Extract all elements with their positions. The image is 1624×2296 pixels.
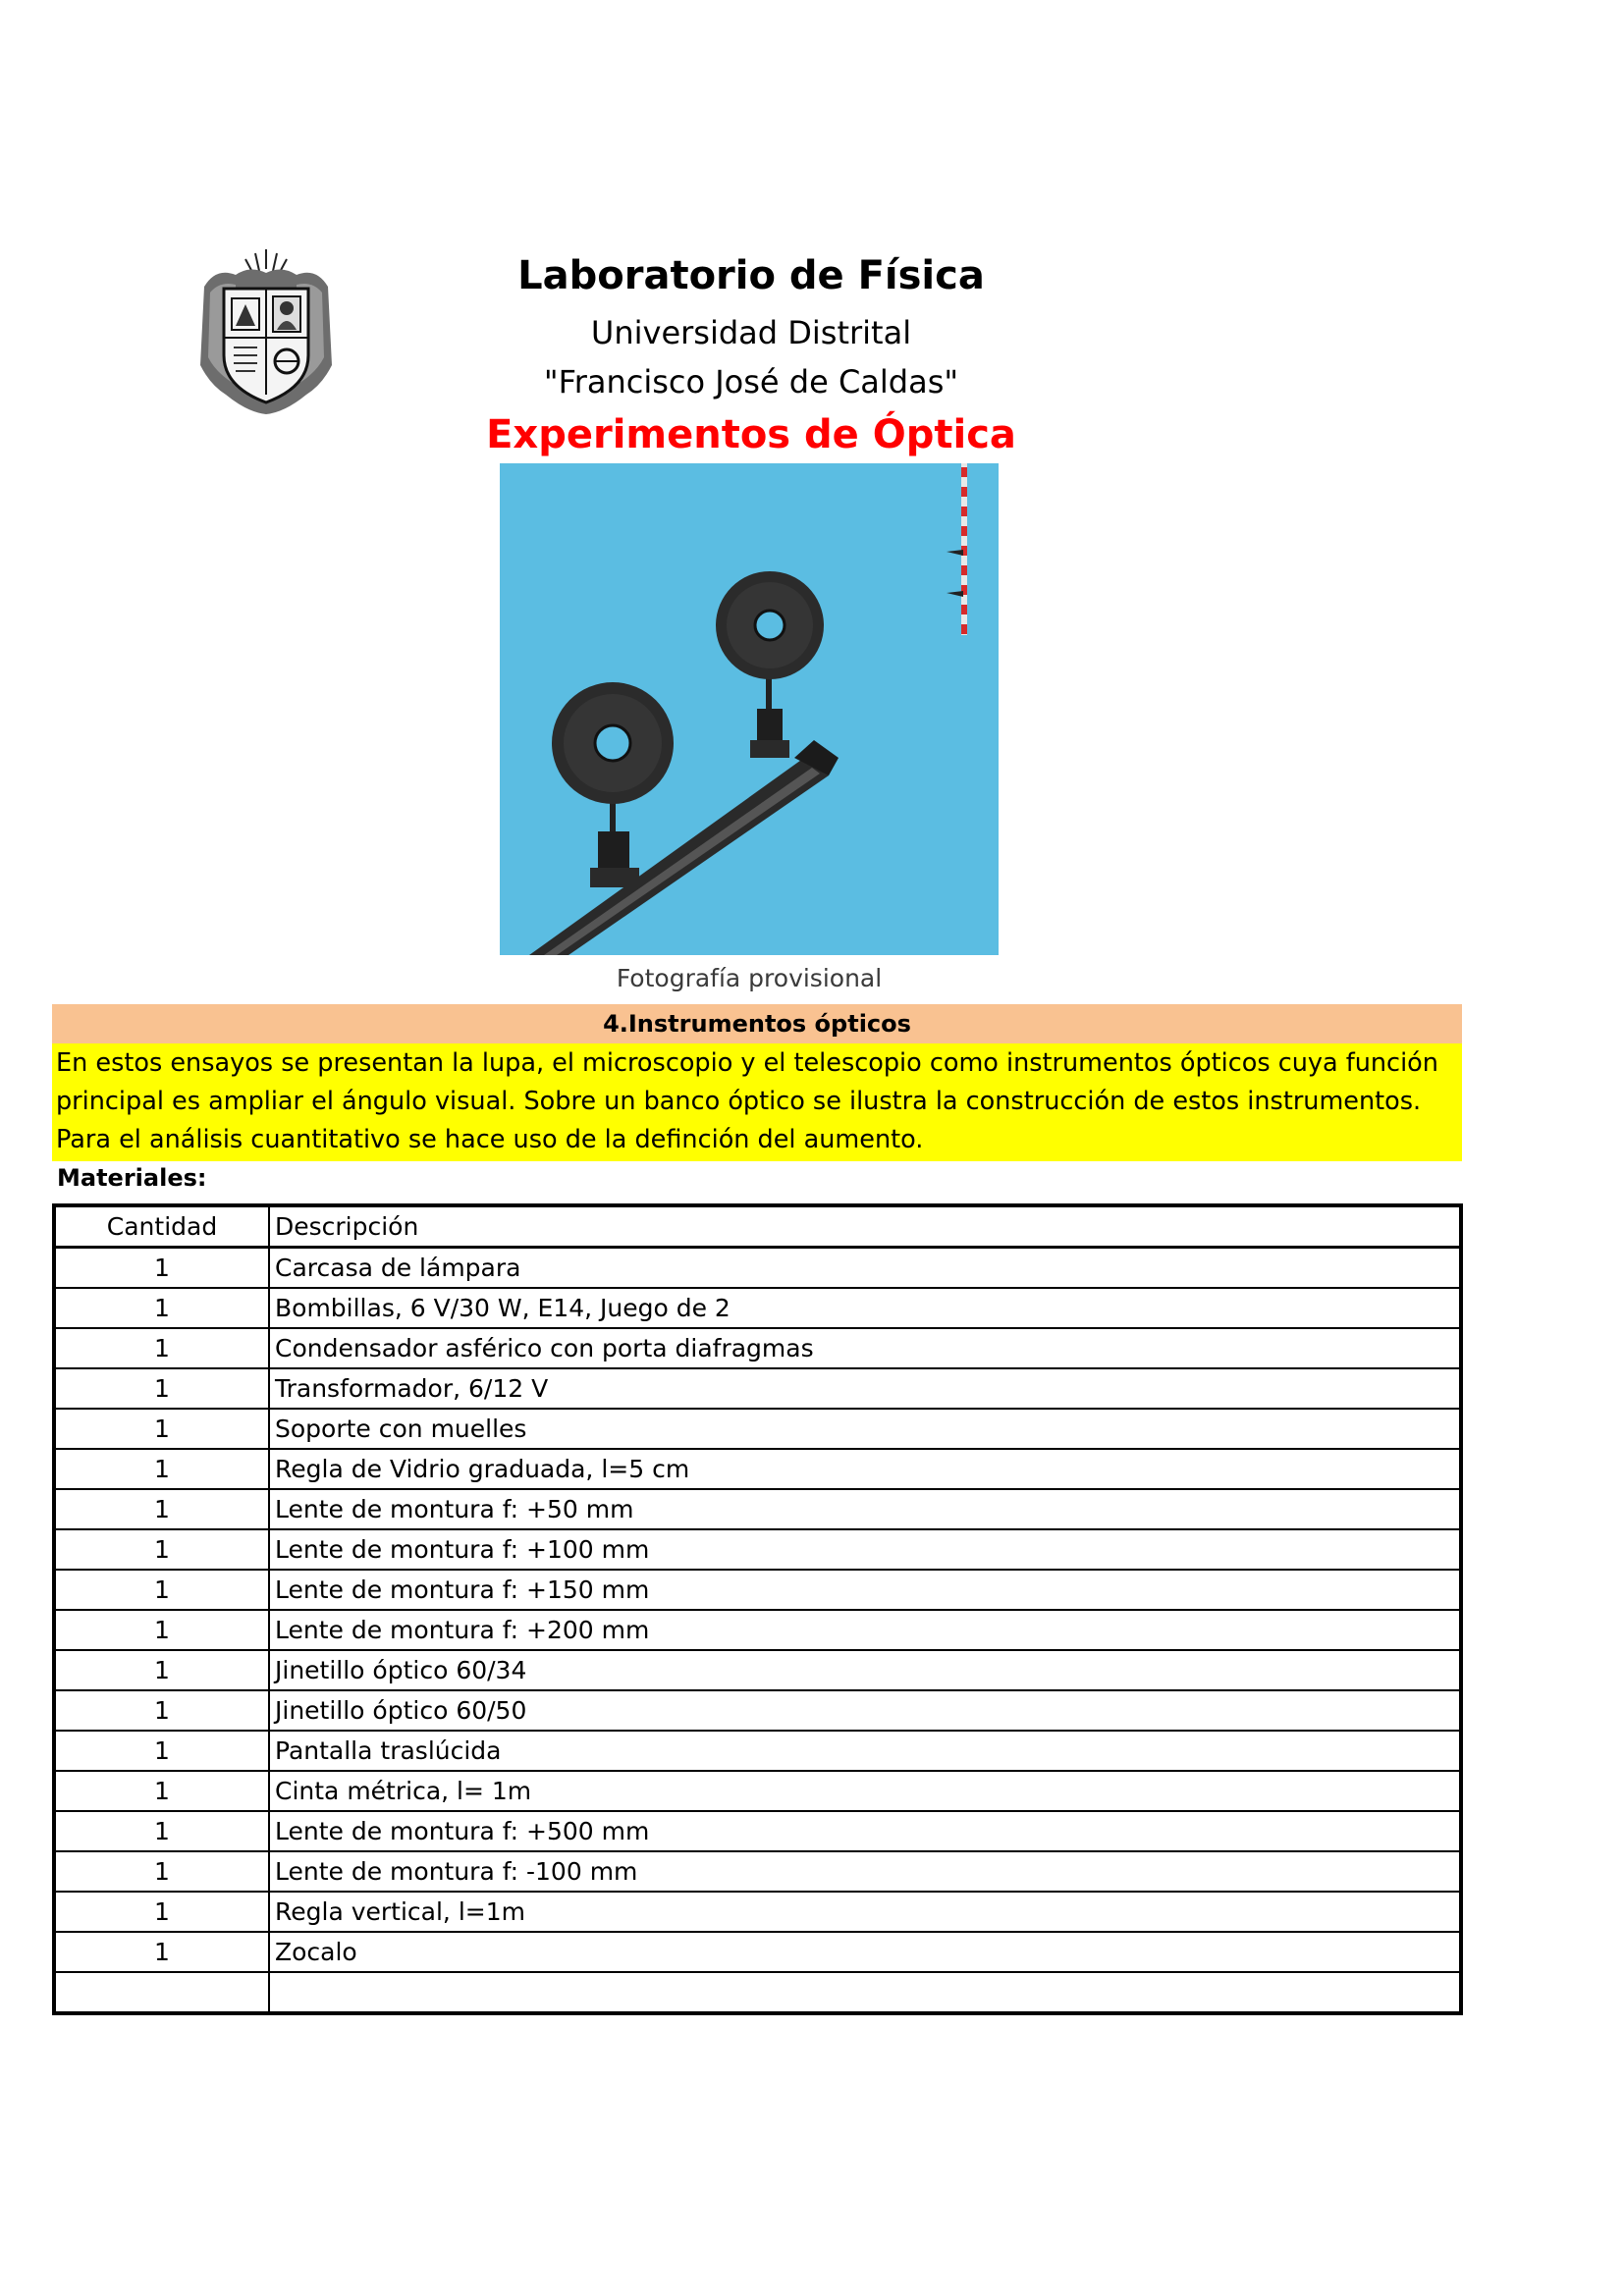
table-row bbox=[54, 1690, 1461, 1731]
description-cell: Soporte con muelles bbox=[269, 1409, 1461, 1449]
table-row bbox=[54, 1328, 1461, 1368]
description-cell bbox=[269, 1972, 1461, 2013]
description-cell: Pantalla traslúcida bbox=[269, 1731, 1461, 1771]
table-row bbox=[54, 1851, 1461, 1892]
table-row bbox=[54, 1489, 1461, 1529]
description-cell: Regla de Vidrio graduada, l=5 cm bbox=[269, 1449, 1461, 1489]
description-cell: Jinetillo óptico 60/50 bbox=[269, 1690, 1461, 1731]
description-cell: Cinta métrica, l= 1m bbox=[269, 1771, 1461, 1811]
quantity-cell: 1 bbox=[54, 1570, 269, 1610]
quantity-cell: 1 bbox=[54, 1731, 269, 1771]
table-row bbox=[54, 1570, 1461, 1610]
quantity-cell: 1 bbox=[54, 1328, 269, 1368]
photo-caption: Fotografía provisional bbox=[616, 964, 883, 992]
page-title: Laboratorio de Física bbox=[517, 253, 985, 298]
description-cell: Lente de montura f: -100 mm bbox=[269, 1851, 1461, 1892]
quantity-cell: 1 bbox=[54, 1288, 269, 1328]
quantity-cell: 1 bbox=[54, 1851, 269, 1892]
table-header-row bbox=[54, 1205, 1461, 1248]
university-full-name: "Francisco José de Caldas" bbox=[543, 363, 959, 400]
university-coat-of-arms-icon bbox=[196, 247, 336, 416]
quantity-cell: 1 bbox=[54, 1368, 269, 1409]
section-title: 4.Instrumentos ópticos bbox=[52, 1004, 1462, 1043]
quantity-cell: 1 bbox=[54, 1690, 269, 1731]
optical-bench-photo bbox=[500, 463, 999, 955]
description-cell: Jinetillo óptico 60/34 bbox=[269, 1650, 1461, 1690]
description-cell: Zocalo bbox=[269, 1932, 1461, 1972]
description-cell: Carcasa de lámpara bbox=[269, 1248, 1461, 1289]
table-row bbox=[54, 1288, 1461, 1328]
table-row bbox=[54, 1529, 1461, 1570]
quantity-cell: 1 bbox=[54, 1449, 269, 1489]
quantity-cell: 1 bbox=[54, 1610, 269, 1650]
quantity-cell: 1 bbox=[54, 1248, 269, 1289]
section-description: En estos ensayos se presentan la lupa, el microscopio y el telescopio como instrumentos ópticos cuya función principal es ampliar el ángulo visual. Sobre un banco óptico se ilustra la construcción de estos instrumentos. Para el análisis cuantitativo se hace uso de la definción del aumento. bbox=[52, 1043, 1462, 1161]
table-row bbox=[54, 1650, 1461, 1690]
quantity-cell: 1 bbox=[54, 1489, 269, 1529]
table-row bbox=[54, 1932, 1461, 1972]
description-cell: Regla vertical, l=1m bbox=[269, 1892, 1461, 1932]
quantity-cell: 1 bbox=[54, 1932, 269, 1972]
description-cell: Transformador, 6/12 V bbox=[269, 1368, 1461, 1409]
quantity-cell: 1 bbox=[54, 1409, 269, 1449]
table-row bbox=[54, 1610, 1461, 1650]
university-name: Universidad Distrital bbox=[590, 314, 912, 351]
column-header-description: Descripción bbox=[269, 1205, 1461, 1248]
table-row bbox=[54, 1731, 1461, 1771]
description-cell: Lente de montura f: +200 mm bbox=[269, 1610, 1461, 1650]
description-cell: Condensador asférico con porta diafragmas bbox=[269, 1328, 1461, 1368]
materials-table bbox=[52, 1203, 1463, 2015]
table-row bbox=[54, 1771, 1461, 1811]
description-cell: Lente de montura f: +100 mm bbox=[269, 1529, 1461, 1570]
column-header-quantity: Cantidad bbox=[54, 1205, 269, 1248]
quantity-cell: 1 bbox=[54, 1771, 269, 1811]
table-row bbox=[54, 1811, 1461, 1851]
description-cell: Lente de montura f: +500 mm bbox=[269, 1811, 1461, 1851]
quantity-cell: 1 bbox=[54, 1529, 269, 1570]
table-row bbox=[54, 1248, 1461, 1289]
description-cell: Lente de montura f: +50 mm bbox=[269, 1489, 1461, 1529]
table-row bbox=[54, 1368, 1461, 1409]
description-cell: Bombillas, 6 V/30 W, E14, Juego de 2 bbox=[269, 1288, 1461, 1328]
table-row bbox=[54, 1449, 1461, 1489]
table-row bbox=[54, 1409, 1461, 1449]
table-row bbox=[54, 1972, 1461, 2013]
quantity-cell bbox=[54, 1972, 269, 2013]
experiment-title: Experimentos de Óptica bbox=[486, 412, 1016, 457]
quantity-cell: 1 bbox=[54, 1650, 269, 1690]
quantity-cell: 1 bbox=[54, 1811, 269, 1851]
materials-label: Materiales: bbox=[57, 1164, 207, 1192]
description-cell: Lente de montura f: +150 mm bbox=[269, 1570, 1461, 1610]
quantity-cell: 1 bbox=[54, 1892, 269, 1932]
table-row bbox=[54, 1892, 1461, 1932]
